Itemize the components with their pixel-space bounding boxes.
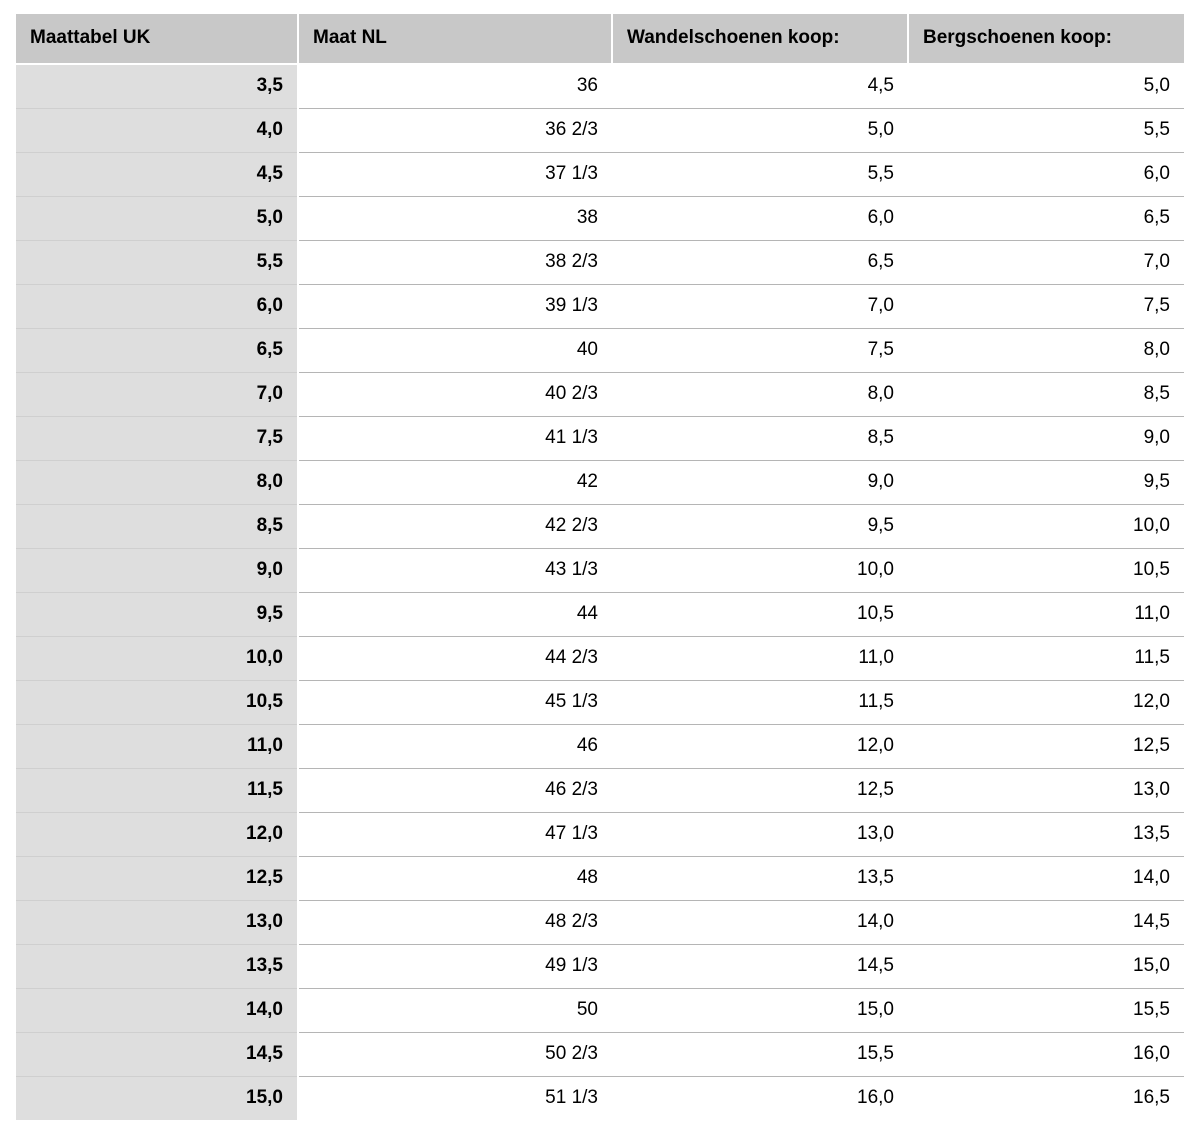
cell-mountain-size: 12,5 (908, 725, 1184, 769)
cell-uk-size: 8,5 (16, 505, 298, 549)
cell-nl-size: 36 2/3 (298, 109, 612, 153)
table-header-row (16, 14, 1184, 64)
cell-hiking-size: 11,5 (612, 681, 908, 725)
table-row (16, 505, 1184, 549)
cell-uk-size: 13,0 (16, 901, 298, 945)
cell-mountain-size: 13,5 (908, 813, 1184, 857)
cell-nl-size: 43 1/3 (298, 549, 612, 593)
cell-uk-size: 4,5 (16, 153, 298, 197)
cell-hiking-size: 9,0 (612, 461, 908, 505)
cell-uk-size: 10,5 (16, 681, 298, 725)
cell-uk-size: 5,0 (16, 197, 298, 241)
cell-mountain-size: 7,0 (908, 241, 1184, 285)
cell-nl-size: 51 1/3 (298, 1077, 612, 1121)
cell-mountain-size: 16,0 (908, 1033, 1184, 1077)
cell-uk-size: 15,0 (16, 1077, 298, 1121)
cell-hiking-size: 4,5 (612, 64, 908, 109)
cell-mountain-size: 12,0 (908, 681, 1184, 725)
size-table (16, 14, 1184, 1120)
cell-nl-size: 39 1/3 (298, 285, 612, 329)
cell-mountain-size: 15,0 (908, 945, 1184, 989)
cell-uk-size: 3,5 (16, 64, 298, 109)
table-row (16, 593, 1184, 637)
table-body (16, 64, 1184, 1120)
cell-nl-size: 48 2/3 (298, 901, 612, 945)
cell-uk-size: 9,0 (16, 549, 298, 593)
cell-hiking-size: 8,0 (612, 373, 908, 417)
table-row (16, 901, 1184, 945)
cell-mountain-size: 7,5 (908, 285, 1184, 329)
table-row (16, 329, 1184, 373)
cell-hiking-size: 10,5 (612, 593, 908, 637)
cell-hiking-size: 15,5 (612, 1033, 908, 1077)
cell-nl-size: 48 (298, 857, 612, 901)
table-row (16, 857, 1184, 901)
table-row (16, 109, 1184, 153)
cell-hiking-size: 14,5 (612, 945, 908, 989)
cell-mountain-size: 15,5 (908, 989, 1184, 1033)
cell-nl-size: 40 (298, 329, 612, 373)
cell-uk-size: 13,5 (16, 945, 298, 989)
cell-nl-size: 46 (298, 725, 612, 769)
cell-nl-size: 41 1/3 (298, 417, 612, 461)
cell-mountain-size: 16,5 (908, 1077, 1184, 1121)
cell-hiking-size: 5,5 (612, 153, 908, 197)
table-row (16, 637, 1184, 681)
cell-hiking-size: 12,5 (612, 769, 908, 813)
cell-nl-size: 44 2/3 (298, 637, 612, 681)
cell-nl-size: 50 2/3 (298, 1033, 612, 1077)
cell-uk-size: 12,5 (16, 857, 298, 901)
cell-uk-size: 9,5 (16, 593, 298, 637)
cell-hiking-size: 8,5 (612, 417, 908, 461)
cell-nl-size: 49 1/3 (298, 945, 612, 989)
cell-mountain-size: 11,0 (908, 593, 1184, 637)
cell-hiking-size: 6,0 (612, 197, 908, 241)
cell-hiking-size: 10,0 (612, 549, 908, 593)
cell-mountain-size: 5,0 (908, 64, 1184, 109)
cell-nl-size: 38 2/3 (298, 241, 612, 285)
column-header-mountain: Bergschoenen koop: (908, 14, 1184, 64)
cell-hiking-size: 15,0 (612, 989, 908, 1033)
cell-mountain-size: 13,0 (908, 769, 1184, 813)
cell-nl-size: 45 1/3 (298, 681, 612, 725)
cell-mountain-size: 5,5 (908, 109, 1184, 153)
cell-uk-size: 10,0 (16, 637, 298, 681)
cell-mountain-size: 6,0 (908, 153, 1184, 197)
table-row (16, 1077, 1184, 1121)
column-header-uk: Maattabel UK (16, 14, 298, 64)
table-row (16, 725, 1184, 769)
cell-nl-size: 42 2/3 (298, 505, 612, 549)
cell-uk-size: 14,5 (16, 1033, 298, 1077)
cell-uk-size: 11,0 (16, 725, 298, 769)
cell-uk-size: 11,5 (16, 769, 298, 813)
table-row (16, 945, 1184, 989)
cell-mountain-size: 14,5 (908, 901, 1184, 945)
table-row (16, 373, 1184, 417)
cell-hiking-size: 7,0 (612, 285, 908, 329)
cell-hiking-size: 5,0 (612, 109, 908, 153)
cell-nl-size: 44 (298, 593, 612, 637)
cell-hiking-size: 7,5 (612, 329, 908, 373)
cell-mountain-size: 11,5 (908, 637, 1184, 681)
cell-mountain-size: 9,5 (908, 461, 1184, 505)
cell-nl-size: 50 (298, 989, 612, 1033)
column-header-nl: Maat NL (298, 14, 612, 64)
cell-hiking-size: 13,0 (612, 813, 908, 857)
cell-nl-size: 46 2/3 (298, 769, 612, 813)
cell-nl-size: 36 (298, 64, 612, 109)
table-row (16, 461, 1184, 505)
table-row (16, 1033, 1184, 1077)
cell-hiking-size: 11,0 (612, 637, 908, 681)
table-row (16, 549, 1184, 593)
table-row (16, 64, 1184, 109)
cell-uk-size: 8,0 (16, 461, 298, 505)
table-row (16, 813, 1184, 857)
cell-uk-size: 5,5 (16, 241, 298, 285)
cell-mountain-size: 6,5 (908, 197, 1184, 241)
cell-hiking-size: 13,5 (612, 857, 908, 901)
cell-uk-size: 14,0 (16, 989, 298, 1033)
cell-mountain-size: 10,5 (908, 549, 1184, 593)
table-row (16, 241, 1184, 285)
table-row (16, 417, 1184, 461)
table-row (16, 285, 1184, 329)
cell-hiking-size: 6,5 (612, 241, 908, 285)
cell-hiking-size: 9,5 (612, 505, 908, 549)
cell-nl-size: 42 (298, 461, 612, 505)
cell-uk-size: 4,0 (16, 109, 298, 153)
cell-mountain-size: 8,0 (908, 329, 1184, 373)
cell-mountain-size: 8,5 (908, 373, 1184, 417)
cell-hiking-size: 12,0 (612, 725, 908, 769)
table-row (16, 153, 1184, 197)
table-row (16, 989, 1184, 1033)
cell-mountain-size: 14,0 (908, 857, 1184, 901)
cell-mountain-size: 10,0 (908, 505, 1184, 549)
table-row (16, 769, 1184, 813)
cell-uk-size: 7,5 (16, 417, 298, 461)
cell-uk-size: 12,0 (16, 813, 298, 857)
cell-uk-size: 6,5 (16, 329, 298, 373)
cell-nl-size: 47 1/3 (298, 813, 612, 857)
cell-mountain-size: 9,0 (908, 417, 1184, 461)
cell-hiking-size: 14,0 (612, 901, 908, 945)
cell-nl-size: 38 (298, 197, 612, 241)
table-header (16, 14, 1184, 64)
cell-uk-size: 6,0 (16, 285, 298, 329)
cell-nl-size: 37 1/3 (298, 153, 612, 197)
cell-hiking-size: 16,0 (612, 1077, 908, 1121)
column-header-hiking: Wandelschoenen koop: (612, 14, 908, 64)
cell-nl-size: 40 2/3 (298, 373, 612, 417)
table-row (16, 681, 1184, 725)
cell-uk-size: 7,0 (16, 373, 298, 417)
table-row (16, 197, 1184, 241)
